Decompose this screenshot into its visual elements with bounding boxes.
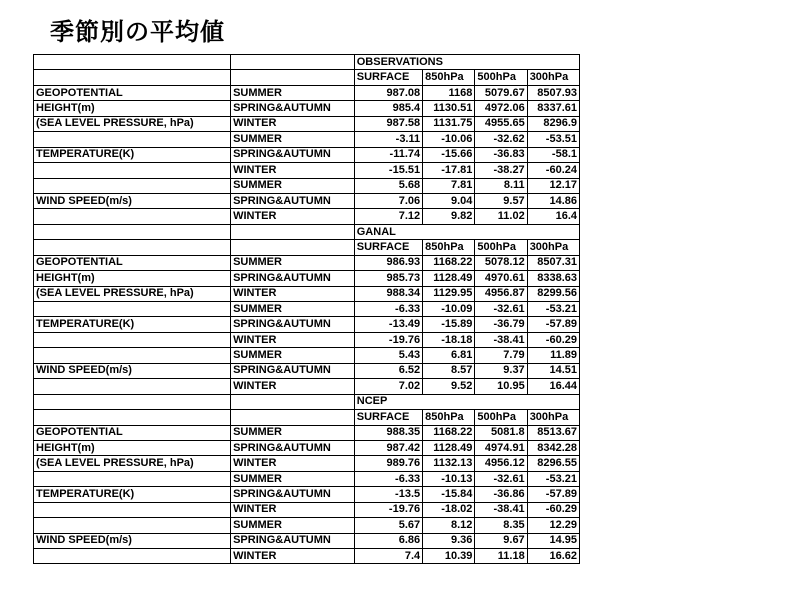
value-cell: 6.86 (354, 533, 422, 548)
value-cell: 9.82 (423, 209, 475, 224)
value-cell: -57.89 (527, 317, 579, 332)
season-label: WINTER (231, 116, 355, 131)
value-cell: -17.81 (423, 163, 475, 178)
value-cell: -38.41 (475, 502, 527, 517)
variable-label (34, 163, 231, 178)
value-cell: 9.37 (475, 363, 527, 378)
table-row (34, 379, 580, 394)
value-cell: 1132.13 (423, 456, 475, 471)
section-title-row (34, 224, 580, 239)
value-cell: 1131.75 (423, 116, 475, 131)
table-row (34, 533, 580, 548)
value-cell: -36.79 (475, 317, 527, 332)
table-row (34, 332, 580, 347)
value-cell: 8513.67 (527, 425, 579, 440)
variable-label: HEIGHT(m) (34, 271, 231, 286)
table-row (34, 456, 580, 471)
variable-label (34, 549, 231, 564)
value-cell: -58.1 (527, 147, 579, 162)
column-header: 850hPa (423, 240, 475, 255)
page-title: 季節別の平均値 (50, 18, 225, 46)
value-cell: 16.4 (527, 209, 579, 224)
value-cell: 987.58 (354, 116, 422, 131)
column-header: 850hPa (423, 70, 475, 85)
empty-cell (231, 70, 355, 85)
season-label: SPRING&AUTUMN (231, 101, 355, 116)
section-title: GANAL (354, 224, 579, 239)
season-label: SUMMER (231, 85, 355, 100)
column-header: 500hPa (475, 70, 527, 85)
value-cell: -15.89 (423, 317, 475, 332)
empty-cell (231, 55, 355, 70)
value-cell: -10.06 (423, 132, 475, 147)
value-cell: -53.51 (527, 132, 579, 147)
value-cell: 10.39 (423, 549, 475, 564)
value-cell: 1129.95 (423, 286, 475, 301)
table-row (34, 163, 580, 178)
table-row (34, 502, 580, 517)
value-cell: 988.34 (354, 286, 422, 301)
season-label: WINTER (231, 209, 355, 224)
season-label: WINTER (231, 549, 355, 564)
table-row (34, 286, 580, 301)
table-row (34, 471, 580, 486)
column-header: 300hPa (527, 70, 579, 85)
value-cell: 985.73 (354, 271, 422, 286)
season-label: SUMMER (231, 471, 355, 486)
section-title: OBSERVATIONS (354, 55, 579, 70)
value-cell: 1168 (423, 85, 475, 100)
season-label: WINTER (231, 286, 355, 301)
variable-label: WIND SPEED(m/s) (34, 193, 231, 208)
table-row (34, 255, 580, 270)
section-title: NCEP (354, 394, 579, 409)
season-label: SUMMER (231, 302, 355, 317)
season-label: SPRING&AUTUMN (231, 193, 355, 208)
table-row (34, 116, 580, 131)
value-cell: 1168.22 (423, 255, 475, 270)
variable-label: HEIGHT(m) (34, 101, 231, 116)
value-cell: -38.27 (475, 163, 527, 178)
value-cell: 5.68 (354, 178, 422, 193)
value-cell: 9.52 (423, 379, 475, 394)
value-cell: 10.95 (475, 379, 527, 394)
value-cell: 8296.55 (527, 456, 579, 471)
value-cell: -19.76 (354, 502, 422, 517)
variable-label (34, 178, 231, 193)
season-label: SUMMER (231, 425, 355, 440)
value-cell: -18.02 (423, 502, 475, 517)
value-cell: 12.29 (527, 518, 579, 533)
empty-cell (231, 240, 355, 255)
value-cell: -15.51 (354, 163, 422, 178)
variable-label: TEMPERATURE(K) (34, 147, 231, 162)
value-cell: 11.02 (475, 209, 527, 224)
column-header: SURFACE (354, 410, 422, 425)
season-label: SUMMER (231, 178, 355, 193)
season-label: SPRING&AUTUMN (231, 363, 355, 378)
value-cell: 9.04 (423, 193, 475, 208)
empty-cell (34, 70, 231, 85)
value-cell: 987.08 (354, 85, 422, 100)
value-cell: 7.81 (423, 178, 475, 193)
value-cell: -3.11 (354, 132, 422, 147)
season-label: WINTER (231, 379, 355, 394)
value-cell: 9.67 (475, 533, 527, 548)
column-header-row (34, 70, 580, 85)
value-cell: -10.09 (423, 302, 475, 317)
table-row (34, 425, 580, 440)
value-cell: 11.18 (475, 549, 527, 564)
value-cell: 7.4 (354, 549, 422, 564)
value-cell: 988.35 (354, 425, 422, 440)
variable-label: GEOPOTENTIAL (34, 85, 231, 100)
value-cell: -53.21 (527, 302, 579, 317)
variable-label (34, 132, 231, 147)
table-row (34, 209, 580, 224)
season-label: SUMMER (231, 132, 355, 147)
value-cell: -60.29 (527, 332, 579, 347)
value-cell: 8.57 (423, 363, 475, 378)
value-cell: -11.74 (354, 147, 422, 162)
season-label: SPRING&AUTUMN (231, 317, 355, 332)
value-cell: 8342.28 (527, 440, 579, 455)
column-header: 300hPa (527, 410, 579, 425)
value-cell: 14.95 (527, 533, 579, 548)
season-label: SPRING&AUTUMN (231, 271, 355, 286)
value-cell: -38.41 (475, 332, 527, 347)
value-cell: 6.52 (354, 363, 422, 378)
value-cell: 8.12 (423, 518, 475, 533)
column-header: SURFACE (354, 70, 422, 85)
empty-cell (231, 410, 355, 425)
variable-label: WIND SPEED(m/s) (34, 363, 231, 378)
value-cell: -6.33 (354, 471, 422, 486)
value-cell: -13.49 (354, 317, 422, 332)
value-cell: 7.02 (354, 379, 422, 394)
value-cell: 9.57 (475, 193, 527, 208)
column-header-row (34, 410, 580, 425)
season-label: SPRING&AUTUMN (231, 487, 355, 502)
variable-label: GEOPOTENTIAL (34, 255, 231, 270)
value-cell: 4956.12 (475, 456, 527, 471)
value-cell: 14.86 (527, 193, 579, 208)
season-label: SPRING&AUTUMN (231, 440, 355, 455)
value-cell: -60.24 (527, 163, 579, 178)
value-cell: -10.13 (423, 471, 475, 486)
table-row (34, 147, 580, 162)
season-label: SUMMER (231, 255, 355, 270)
variable-label: (SEA LEVEL PRESSURE, hPa) (34, 116, 231, 131)
value-cell: 5.67 (354, 518, 422, 533)
empty-cell (34, 394, 231, 409)
value-cell: 8337.61 (527, 101, 579, 116)
variable-label: (SEA LEVEL PRESSURE, hPa) (34, 456, 231, 471)
value-cell: 989.76 (354, 456, 422, 471)
value-cell: 8299.56 (527, 286, 579, 301)
table-row (34, 549, 580, 564)
variable-label (34, 302, 231, 317)
season-label: SPRING&AUTUMN (231, 147, 355, 162)
value-cell: 16.62 (527, 549, 579, 564)
column-header: 850hPa (423, 410, 475, 425)
value-cell: -32.61 (475, 302, 527, 317)
value-cell: 7.06 (354, 193, 422, 208)
variable-label: GEOPOTENTIAL (34, 425, 231, 440)
season-label: WINTER (231, 456, 355, 471)
value-cell: 1130.51 (423, 101, 475, 116)
column-header: 500hPa (475, 410, 527, 425)
value-cell: 9.36 (423, 533, 475, 548)
season-label: SUMMER (231, 348, 355, 363)
value-cell: 16.44 (527, 379, 579, 394)
value-cell: -19.76 (354, 332, 422, 347)
variable-label (34, 379, 231, 394)
section-title-row (34, 394, 580, 409)
table-row (34, 518, 580, 533)
table-row (34, 363, 580, 378)
value-cell: -18.18 (423, 332, 475, 347)
column-header: SURFACE (354, 240, 422, 255)
value-cell: 8507.93 (527, 85, 579, 100)
value-cell: -15.66 (423, 147, 475, 162)
variable-label (34, 502, 231, 517)
empty-cell (34, 224, 231, 239)
seasonal-averages-table (33, 54, 580, 564)
value-cell: 7.12 (354, 209, 422, 224)
table-row (34, 440, 580, 455)
value-cell: -32.61 (475, 471, 527, 486)
season-label: WINTER (231, 332, 355, 347)
season-label: WINTER (231, 502, 355, 517)
value-cell: 4972.06 (475, 101, 527, 116)
variable-label (34, 209, 231, 224)
value-cell: 11.89 (527, 348, 579, 363)
empty-cell (34, 55, 231, 70)
value-cell: 5.43 (354, 348, 422, 363)
value-cell: 6.81 (423, 348, 475, 363)
table-row (34, 302, 580, 317)
value-cell: 8.35 (475, 518, 527, 533)
value-cell: 8.11 (475, 178, 527, 193)
table-row (34, 193, 580, 208)
table-row (34, 132, 580, 147)
value-cell: 1168.22 (423, 425, 475, 440)
value-cell: 14.51 (527, 363, 579, 378)
variable-label: TEMPERATURE(K) (34, 317, 231, 332)
value-cell: 5081.8 (475, 425, 527, 440)
value-cell: 8507.31 (527, 255, 579, 270)
column-header: 500hPa (475, 240, 527, 255)
season-label: WINTER (231, 163, 355, 178)
value-cell: 1128.49 (423, 271, 475, 286)
variable-label (34, 471, 231, 486)
table-row (34, 487, 580, 502)
value-cell: 4974.91 (475, 440, 527, 455)
value-cell: 4955.65 (475, 116, 527, 131)
value-cell: 986.93 (354, 255, 422, 270)
value-cell: 5079.67 (475, 85, 527, 100)
season-label: SUMMER (231, 518, 355, 533)
value-cell: 987.42 (354, 440, 422, 455)
value-cell: 5078.12 (475, 255, 527, 270)
table-row (34, 271, 580, 286)
value-cell: -15.84 (423, 487, 475, 502)
table-row (34, 178, 580, 193)
value-cell: 4970.61 (475, 271, 527, 286)
value-cell: -57.89 (527, 487, 579, 502)
table-row (34, 348, 580, 363)
value-cell: -60.29 (527, 502, 579, 517)
value-cell: 8338.63 (527, 271, 579, 286)
table-row (34, 317, 580, 332)
table-row (34, 101, 580, 116)
value-cell: 8296.9 (527, 116, 579, 131)
variable-label: (SEA LEVEL PRESSURE, hPa) (34, 286, 231, 301)
table-body (34, 55, 580, 564)
variable-label: TEMPERATURE(K) (34, 487, 231, 502)
value-cell: -36.83 (475, 147, 527, 162)
empty-cell (231, 394, 355, 409)
variable-label (34, 332, 231, 347)
value-cell: 12.17 (527, 178, 579, 193)
empty-cell (34, 240, 231, 255)
empty-cell (231, 224, 355, 239)
variable-label: HEIGHT(m) (34, 440, 231, 455)
section-title-row (34, 55, 580, 70)
column-header-row (34, 240, 580, 255)
value-cell: -13.5 (354, 487, 422, 502)
empty-cell (34, 410, 231, 425)
column-header: 300hPa (527, 240, 579, 255)
table-row (34, 85, 580, 100)
value-cell: 985.4 (354, 101, 422, 116)
season-label: SPRING&AUTUMN (231, 533, 355, 548)
value-cell: -6.33 (354, 302, 422, 317)
value-cell: -32.62 (475, 132, 527, 147)
value-cell: 7.79 (475, 348, 527, 363)
variable-label (34, 348, 231, 363)
variable-label (34, 518, 231, 533)
value-cell: -53.21 (527, 471, 579, 486)
value-cell: 1128.49 (423, 440, 475, 455)
variable-label: WIND SPEED(m/s) (34, 533, 231, 548)
value-cell: 4956.87 (475, 286, 527, 301)
value-cell: -36.86 (475, 487, 527, 502)
